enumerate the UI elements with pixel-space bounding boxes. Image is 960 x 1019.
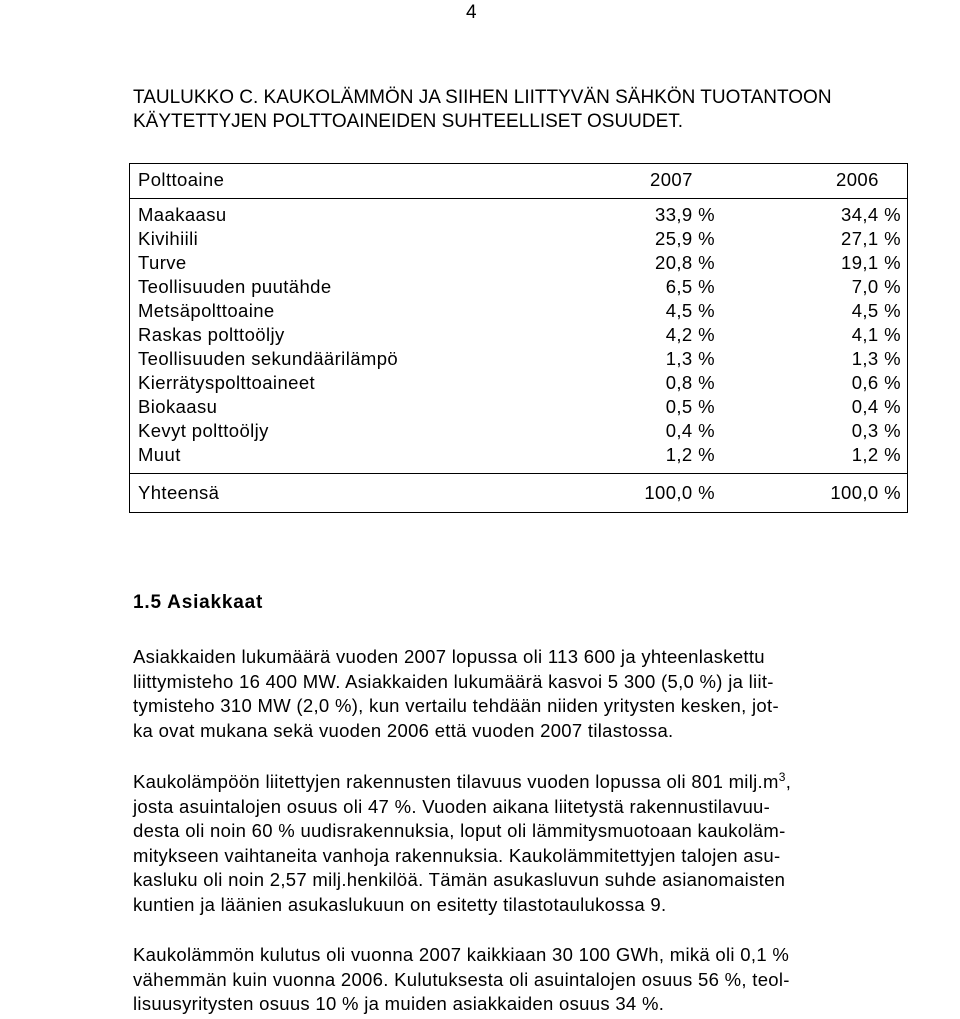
share-2007: 0,8 %: [665, 372, 715, 393]
paragraph-line: liittymisteho 16 400 MW. Asiakkaiden lukumäärä kasvoi 5 300 (5,0 %) ja liit-: [133, 670, 774, 692]
share-2006: 0,6 %: [851, 372, 901, 393]
share-2006: 0,4 %: [851, 396, 901, 417]
fuel-name: Maakaasu: [138, 204, 227, 225]
paragraph-text: ,: [785, 771, 792, 792]
share-2006: 0,3 %: [851, 420, 901, 441]
table-row: [130, 395, 907, 419]
share-2006: 7,0 %: [851, 276, 901, 297]
paragraph-line: josta asuintalojen osuus oli 47 %. Vuoden aikana liitetystä rakennustilavuu-: [133, 795, 771, 817]
table-row: [130, 323, 907, 347]
table-row: [130, 347, 907, 371]
fuel-name: Kevyt polttoöljy: [138, 420, 269, 441]
table-header-row: [130, 168, 907, 192]
paragraph-line: vähemmän kuin vuonna 2006. Kulutuksesta oli asuintalojen osuus 56 %, teol-: [133, 968, 790, 990]
share-2007: 1,2 %: [665, 444, 715, 465]
table-total-row: [130, 481, 907, 505]
share-2006: 34,4 %: [841, 204, 901, 225]
share-2006: 4,1 %: [851, 324, 901, 345]
table-row: [130, 299, 907, 323]
table-caption: [133, 86, 933, 134]
paragraph-line: kuntien ja läänien asukaslukuun on esitetty tilastotaulukossa 9.: [133, 893, 667, 915]
share-2007: 4,5 %: [665, 300, 715, 321]
paragraph-line: tymisteho 310 MW (2,0 %), kun vertailu tehdään niiden yritysten kesken, jot-: [133, 695, 779, 716]
superscript: 3: [778, 769, 786, 784]
fuel-name: Turve: [138, 252, 187, 273]
total-2006: 100,0 %: [830, 482, 901, 503]
share-2007: 33,9 %: [655, 204, 715, 225]
table-row: [130, 443, 907, 467]
share-2007: 20,8 %: [655, 252, 715, 273]
table-row: [130, 227, 907, 251]
paragraph-line: Asiakkaiden lukumäärä vuoden 2007 lopussa oli 113 600 ja yhteenlaskettu: [133, 646, 765, 667]
header-2007: 2007: [650, 169, 693, 190]
share-2007: 6,5 %: [665, 276, 715, 297]
table-row: [130, 371, 907, 395]
paragraph: [133, 645, 953, 743]
share-2006: 27,1 %: [841, 228, 901, 249]
paragraph: [133, 770, 953, 917]
table-row: [130, 251, 907, 275]
table-row: [130, 275, 907, 299]
total-2007: 100,0 %: [644, 482, 715, 503]
paragraph-line: desta oli noin 60 % uudisrakennuksia, loput oli lämmitysmuotoaan kaukoläm-: [133, 820, 786, 841]
paragraph-line: lisuusyritysten osuus 10 % ja muiden asiakkaiden osuus 34 %.: [133, 993, 665, 1014]
page-number: 4: [466, 2, 477, 23]
table-caption-line: KÄYTETTYJEN POLTTOAINEIDEN SUHTEELLISET OSUUDET.: [133, 111, 684, 132]
table-divider: [130, 198, 907, 199]
section-heading: 1.5 Asiakkaat: [133, 592, 264, 613]
total-label: Yhteensä: [138, 482, 220, 503]
share-2007: 25,9 %: [655, 228, 715, 249]
share-2007: 4,2 %: [665, 324, 715, 345]
fuel-name: Biokaasu: [138, 396, 218, 417]
fuel-name: Metsäpolttoaine: [138, 300, 275, 321]
header-2006: 2006: [836, 169, 879, 190]
table-divider: [130, 473, 907, 474]
table-row: [130, 419, 907, 443]
fuel-share-table: [129, 163, 908, 513]
fuel-name: Teollisuuden puutähde: [138, 276, 332, 297]
fuel-name: Teollisuuden sekundäärilämpö: [138, 348, 399, 369]
paragraph-line: Kaukolämmön kulutus oli vuonna 2007 kaikkiaan 30 100 GWh, mikä oli 0,1 %: [133, 944, 790, 965]
table-caption-line: TAULUKKO C. KAUKOLÄMMÖN JA SIIHEN LIITTYVÄN SÄHKÖN TUOTANTOON: [133, 87, 832, 108]
share-2007: 1,3 %: [665, 348, 715, 369]
paragraph-line: ka ovat mukana sekä vuoden 2006 että vuoden 2007 tilastossa.: [133, 719, 674, 741]
fuel-name: Kierrätyspolttoaineet: [138, 372, 316, 393]
header-fuel: Polttoaine: [138, 169, 225, 190]
share-2007: 0,4 %: [665, 420, 715, 441]
paragraph: [133, 943, 953, 1017]
share-2006: 1,3 %: [851, 348, 901, 369]
share-2006: 1,2 %: [851, 444, 901, 465]
share-2006: 4,5 %: [851, 300, 901, 321]
share-2006: 19,1 %: [841, 252, 901, 273]
fuel-name: Muut: [138, 444, 181, 465]
paragraph-line: [133, 770, 953, 795]
share-2007: 0,5 %: [665, 396, 715, 417]
fuel-name: Raskas polttoöljy: [138, 324, 285, 345]
paragraph-text: Kaukolämpöön liitettyjen rakennusten tilavuus vuoden lopussa oli 801 milj.m: [133, 771, 779, 792]
paragraph-line: mitykseen vaihtaneita vanhoja rakennuksia. Kaukolämmitettyjen talojen asu-: [133, 844, 781, 866]
fuel-name: Kivihiili: [138, 228, 199, 249]
paragraph-line: kasluku oli noin 2,57 milj.henkilöä. Tämän asukasluvun suhde asianomaisten: [133, 869, 786, 890]
table-row: [130, 203, 907, 227]
